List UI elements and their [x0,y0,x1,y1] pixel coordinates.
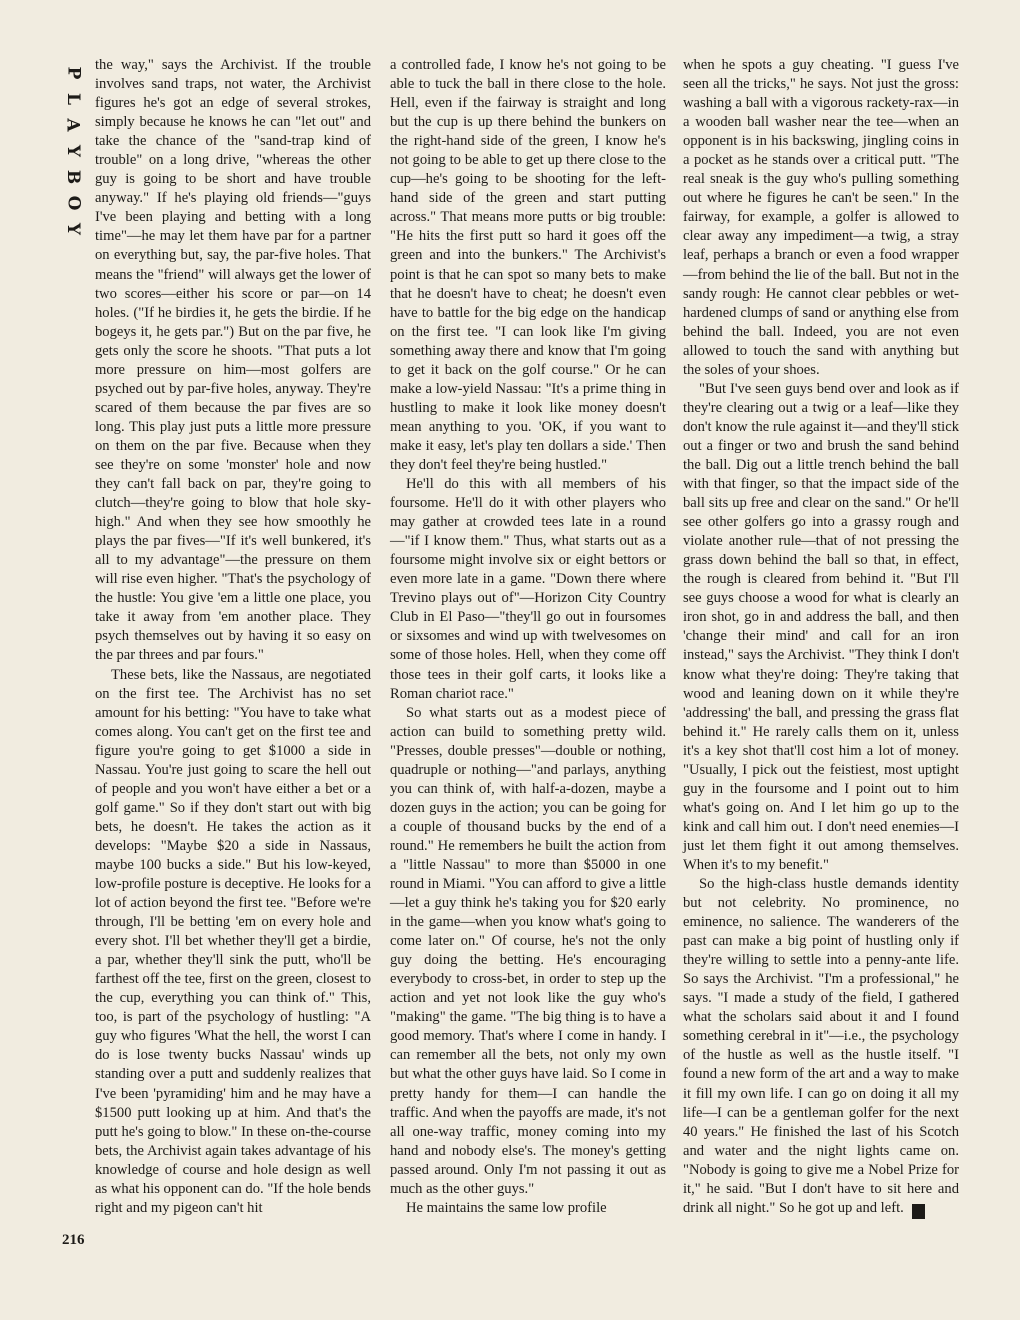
end-mark-icon: Y [912,1204,925,1219]
paragraph: These bets, like the Nassaus, are negotiated on the first tee. The Archivist has no set amount for his betting: "You have to take what comes along. You can't get on the first tee and figure you're going to get $1000 a side in Nassau. You're just going to scare the hell out of people and you won't have either a bet or a golf game." So if they don't start out with big bets, he doesn't. He takes the action as it develops: "Maybe $20 a side in Nassaus, maybe 100 bucks a side." But his low-keyed, low-profile posture is deceptive. He looks for a lot of action beyond the first tee. "Before we're through, I'll be betting 'em on every hole and every shot. I'll bet whether they'll get a birdie, a par, whether they'll sink the putt, who'll be farthest off the tee, first on the green, closest to the cup, everything you can think of." This, too, is part of the psychology of hustling: "A guy who figures 'What the hell, the worst I can do is lose twenty bucks Nassau' winds up standing over a putt and suddenly realizes that I've been 'pyramiding' him and he may have a $1500 putt looking up at him. And that's the putt he's going to blow." In these on-the-course bets, the Archivist again takes advantage of his knowledge of course and hole design as well as what his opponent can do. "If the hole bends right and my pigeon can't hit [95,666,371,1216]
text-column-3 [683,56,959,1219]
masthead-letter: B [63,169,83,185]
page-number: 216 [62,1232,85,1248]
masthead-letter: L [62,93,83,105]
text-column-2 [390,56,666,1218]
paragraph: He'll do this with all members of his foursome. He'll do it with other players who may gather at crowded tees late in a round—"if I know them." Thus, what starts out as a foursome might involve six or eight bettors or even more late in a game. "Down there where Trevino plays out of"—Horizon City Country Club in El Paso—"they'll go out in foursomes or sixsomes and wind up with twelvesomes on some of those holes. Hell, when they come off those tees in their golf carts, it looks like a Roman chariot race." [390,476,666,702]
text-column-1 [95,56,371,1218]
paragraph: a controlled fade, I know he's not going to be able to tuck the ball in there close to the hole. Hell, even if the fairway is straight and long but the cup is up there behind the bunkers on the right-hand side of the green, I know he's not going to be able to get up there close to the cup—he's going to be shooting for the left-hand side of the green and start putting across." That means more putts or big trouble: "He hits the first putt so hard it goes off the green and into the bunkers." The Archivist's point is that he can spot so many bets to make that he doesn't have to cheat; he doesn't even have to battle for the big edge on the handicap on the first tee. "I can look like I'm giving something away there and know that I'm going to get it back on the golf course." Or he can make a low-yield Nassau: "It's a prime thing in hustling to make it look like money doesn't mean anything to you. 'OK, if you want to make it easy, let's play ten dollars a side.' Then they don't feel they're being hustled." [390,57,666,473]
paragraph: when he spots a guy cheating. "I guess I've seen all the tricks," he says. Not just the gross: washing a ball with a vigorous rackety-rax—in a wooden ball washer near the tee—when an opponent is in his backswing, jingling coins in a pocket as he stands over a critical putt. "The real sneak is the guy who's pulling something out where he figures he can't be seen." In the fairway, for example, a golfer is allowed to clear away any impediment—a twig, a stray leaf, perhaps a branch or even a food wrapper—from behind the lie of the ball. But not in the sandy rough: He cannot clear pebbles or wet-hardened clumps of sand or anything else from behind the ball. Indeed, you are not even allowed to touch the sand with anything but the soles of your shoes. [683,57,960,378]
masthead-letter: O [63,195,83,211]
masthead-letter: A [62,118,83,132]
paragraph: So the high-class hustle demands identity but not celebrity. No prominence, no eminence, no salience. The wanderers of the past can make a big point of hustling only if they're willing to settle into a penny-ante life. So says the Archivist. "I'm a professional," he says. "I made a study of the field, I gathered what the scholars said about it and I found something cerebral in it"—i.e., the psychology of the hustle as well as the hustle itself. "I found a new form of the art and a way to make it fill my own life. I can go on doing it all my life—I can be a gentleman golfer for the next 40 years." He finished the last of his Scotch and water and the night lights came on. "Nobody is going to give me a Nobel Prize for it," he said. "But I don't have to sit here and drink all night." So he got up and left. [683,876,959,1216]
paragraph-with-end-mark [683,875,959,1219]
paragraph: He maintains the same low profile [406,1199,607,1216]
masthead-letter: P [62,66,83,80]
masthead-letter: Y [62,222,83,236]
paragraph: So what starts out as a modest piece of action can build to something pretty wild. "Presses, double presses"—double or nothing, quadruple or nothing—"and parlays, anything you can think of, with half-a-dozen, maybe a dozen guys in the action; you can be going for a couple of thousand bucks by the end of a round." He remembers he built the action from a "little Nassau" to more than $5000 in one round in Miami. "You can afford to give a little—let a guy think he's taking you for $20 early in the game—when you know what's going to come later on." Of course, he's not the only guy doing the betting. He's encouraging everybody to cross-bet, in order to step up the action and yet not look like the guy who's "making" the game. "The big thing is to have a good memory. That's where I come in handy. I can remember all the bets, not only my own but what the other guys have laid. So I come in pretty handy for them—I can handle the traffic. And when the payoffs are made, it's not all one-way traffic, money coming into my hand and nobody else's. The money's getting passed around. Only I'm not passing it out as much as the other guys." [390,704,666,1197]
magazine-masthead [62,60,84,242]
paragraph: the way," says the Archivist. If the trouble involves sand traps, not water, the Archivist figures he's got an edge of several strokes, simply because he knows he can "let out" and take the chance of the "sand-trap kind of trouble" on a long drive, "whereas the other guy is going to be short and have trouble anyway." If he's playing old friends—"guys I've been playing and betting with a long time"—he may let them have par for a partner on everything but, say, the par-five holes. That means the "friend" will always get the lower of two scores—either his score or par—on 14 holes. ("If he birdies it, he gets the birdie. If he bogeys it, he gets par.") But on the par five, he gets only the score he shoots. "That puts a lot more pressure on him—most golfers are psyched out by par-five holes, anyway. They're scared of them because the par fives are so long. This play just puts a little more pressure on them on the par five. Because when they see they're on some 'monster' hole and now they can't fall back on par, they're going to clutch—they're going to blow that hole sky-high." And when they see how smoothly he plays the par fives—"If it's well bunkered, it's all to my advantage"—the pressure on them will rise even higher. "That's the psychology of the hustle: You give 'em a little one place, you take it away from 'em another place. They psych themselves out by having it so easy on the par threes and par fours." [95,57,371,664]
masthead-letter: Y [62,144,83,158]
paragraph: "But I've seen guys bend over and look as if they're clearing out a twig or a leaf—like they don't know the rule against it—and they'll stick out a finger or two and brush the sand behind the ball. Dig out a little trench behind the ball with that finger, so that the impact side of the ball sits up free and clear on the sand." Or he'll see other golfers go into a grassy rough and violate another rule—that of not pressing the grass down behind the ball so that, in effect, the rough is cleared from behind it. "But I'll see guys choose a wood for what is clearly an iron shot, go in and address the ball, and then 'change their mind' and call for an iron instead," says the Archivist. "They think I don't know what they're doing: They're taking that wood and leaning down on it while they're 'addressing' the ball, and pressing the grass flat behind it." He rarely calls them on it, unless it's a key shot that'll cost him a lot of money. "Usually, I pick out the feistiest, most uptight guy in the foursome and I point out to him what's going on. And I let him go up to the kink and call him out. I don't need enemies—I just let them fight it out among themselves. When it's to my benefit." [683,380,959,873]
